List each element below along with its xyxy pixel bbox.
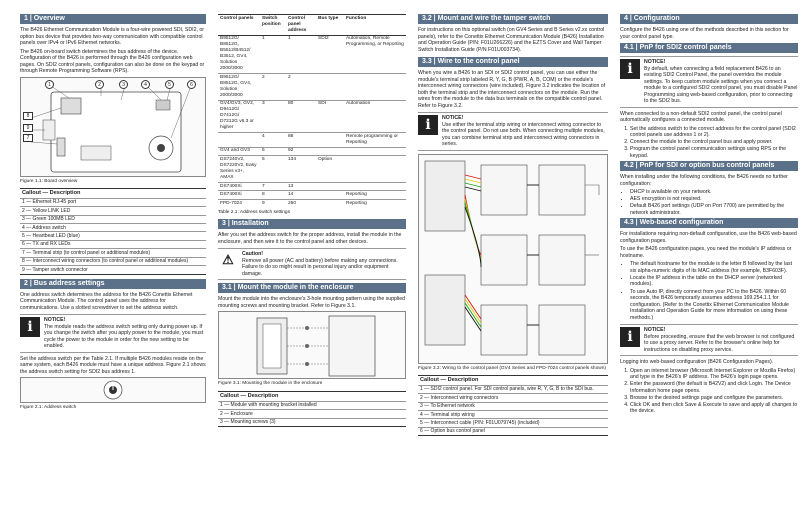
callout-row: 4 — Address switch [20, 223, 206, 231]
overview-text: The B426 Ethernet Communication Module is a four-wire powered SDI, SDI2, or option bus device that provides two-way communication with compatible control panels over IPv4 or IPv6 Ethernet networks. [20, 27, 204, 46]
table-cell: GV4 and GV3 [218, 147, 260, 156]
list-item: • The default hostname for the module is the letter B followed by the last six alpha-numeric digits of its MAC address (for example, B3F603F). [630, 261, 798, 274]
table-cell: 4 [260, 133, 286, 148]
callout-row: 6 — Option bus control panel [418, 427, 608, 435]
column-2 [218, 14, 406, 431]
table-cell: 80 [286, 100, 316, 133]
table-cell: DS7400Xi [218, 191, 260, 200]
callout-table-1 [20, 188, 206, 274]
table-cell: 250 [286, 199, 316, 207]
table-header: Function [344, 15, 406, 36]
table-row [218, 182, 406, 191]
callout-4-marker: 4 [141, 80, 150, 89]
table-header: Bus type [316, 15, 344, 36]
warning-icon: ⚠ [218, 251, 238, 271]
callout-row: 1 — SDI2 control panel. For SDI control panels, wire R, Y, G, B to the SDI bus. [418, 385, 608, 393]
web-config-text: For installations requiring non-default configuration, use the B426 web-based configuration pages. [620, 231, 797, 244]
table-row [218, 35, 406, 74]
callout-header: Callout — Description [218, 392, 406, 401]
notice-box [20, 314, 206, 353]
bus-address-text: One address switch determines the address for the B426 Conettix Ethernet Communication Module. The control panel uses the address for communications. Use a slotted screwdriver to set the address switch. [20, 291, 193, 311]
table-cell [316, 74, 344, 101]
callout-row: 3 — To Ethernet network [418, 402, 608, 410]
figure-1-caption: Figure 1.1: Board overview [20, 178, 78, 184]
list-item: • To use Auto IP, directly connect from your PC to the B426. Within 60 seconds, the B426 temporarily assumes address 169.254.1.1 for configuration. (Refer to the Conettix Ethernet Communication Module Installation and Operation Guide for more information on using these methods.) [630, 289, 798, 322]
mounting-diagram [219, 312, 405, 378]
callout-row: 2 — Enclosure [218, 410, 406, 418]
mounting-figure [218, 311, 406, 379]
table-cell: 92 [286, 147, 316, 156]
callout-table-2 [218, 391, 406, 426]
table-header: Control panels [218, 15, 260, 36]
callout-header: Callout — Description [20, 189, 206, 198]
web-config-text-2: To use the B426 configuration pages, you need the module's IP address or hostname. [620, 246, 792, 259]
mount-heading: 3.1 | Mount the module in the enclosure [218, 283, 406, 293]
table-cell [316, 182, 344, 191]
table-cell [344, 156, 406, 183]
list-item: 2. Connect the module to the control panel bus and apply power. [630, 139, 798, 146]
table-cell: DS7400Xi [218, 182, 260, 191]
table-cell: FPD-7024 [218, 199, 260, 207]
notice-box [418, 112, 608, 151]
table-row [218, 74, 406, 101]
table-cell: Automation [344, 100, 406, 133]
pnp-sdi2-heading: 4.1 | PnP for SDI2 control panels [620, 43, 798, 53]
caution-title: Caution! [242, 251, 264, 258]
pnp-sdi2-text: When connected to a non-default SDI2 control panel, the control panel automatically configures a connected module. [620, 110, 782, 123]
pnp-sdi-heading: 4.2 | PnP for SDI or option bus control panels [620, 161, 798, 171]
wire-heading: 3.3 | Wire to the control panel [418, 57, 608, 67]
list-item: • AES encryption is not required. [630, 196, 798, 203]
table-cell: 8 [260, 191, 286, 200]
notice-text: Use either the terminal strip wiring or interconnect wiring connector to the control panel. Do not use both. When connecting multiple modules, you can combine terminal strip and interconnect wiring connectors in series. [442, 121, 605, 147]
table-cell: 14 [286, 191, 316, 200]
table-cell: 7 [260, 182, 286, 191]
table-cell: Option [316, 156, 344, 183]
table-cell: B9512G/ B8512G, GV4, Solution 2000/3000 [218, 74, 260, 101]
table-cell [344, 74, 406, 101]
caution-text: Remove all power (AC and battery) before making any connections. Failure to do so might result in personal injury and/or equipment damage. [242, 257, 398, 277]
callout-table-3 [418, 375, 608, 436]
list-item: 3. Program the control panel communication settings using RPS or the keypad. [630, 146, 798, 159]
notice-title: NOTICE! [44, 317, 66, 324]
pnp-sdi2-steps [620, 126, 798, 160]
table-row [218, 199, 406, 207]
mount-text: Mount the module into the enclosure's 3-hole mounting pattern using the supplied mounting screws and mounting bracket. Refer to Figure 3.1. [218, 296, 405, 309]
configuration-heading: 4 | Configuration [620, 14, 798, 24]
table-cell: 2 [286, 74, 316, 101]
callout-row: 5 — Interconnect cable (P/N: F01U079745) (included) [418, 419, 608, 427]
table-cell: SDI2 [316, 35, 344, 74]
list-item: 1. Set the address switch to the correct address for the control panel (SDI2 control panels use address 1 or 2). [630, 126, 798, 139]
table-cell: 1 [286, 35, 316, 74]
board-overview-figure [20, 77, 206, 177]
callout-header: Callout — Description [418, 376, 608, 385]
caution-box [218, 248, 406, 280]
wire-text: When you wire a B426 to an SDI or SDI2 control panel, you can use either the module's terminal strip labeled R, Y, G, B (PWR, A, B, COM) or the module's interconnect wiring connectors (wire included). Figure 3.2 indicates the location of both the terminal strip and the interconnect connectors on the module. Run the wires from the module to the data bus terminals on the compatible control panel. Refer to Figure 3.2. [418, 70, 606, 109]
list-item: • Locate the IP address in the table on the DHCP server (networked modules). [630, 275, 798, 288]
info-icon: i [620, 327, 640, 347]
address-switch-diagram [21, 378, 205, 402]
table-cell: Automation, Remote Programming, or Reporting [344, 35, 406, 74]
callout-row: 4 — Terminal strip wiring [418, 410, 608, 418]
column-4 [620, 14, 798, 417]
overview-text-2: The B426 on-board switch determines the bus address of the device. Configuration of the B426 is performed through the B426 configuration web pages. On SDI2 control panels, configuration can also be done on the keypad or through Remote Programming Software (RPS). [20, 48, 205, 74]
tamper-heading: 3.2 | Mount and wire the tamper switch [418, 14, 608, 24]
notice-title: NOTICE! [442, 115, 464, 121]
callout-row: 9 — Tamper switch connector [20, 266, 206, 274]
table-cell: 6 [260, 156, 286, 183]
table-cell: 3 [260, 100, 286, 133]
notice-title: NOTICE! [644, 327, 666, 334]
table-cell: SDI [316, 100, 344, 133]
list-item: 3. Browse to the desired settings page and configure the parameters. [630, 395, 798, 402]
board-diagram [21, 78, 205, 176]
info-icon: i [620, 59, 640, 79]
address-settings-table [218, 14, 406, 208]
table-cell: Reporting [344, 199, 406, 207]
table-cell: B9512G/ B8512G, B5512/B4512/ B3512, GV4, Solution 2000/3000 [218, 35, 260, 74]
table-cell: GV4/GV3, GV2, D9412G/ D7412G/ D7212G v6.3 or higher [218, 100, 260, 133]
list-item: • Default B426 port settings (UDP on Port 7700) are permitted by the network administrator. [630, 203, 798, 216]
wiring-diagram [419, 155, 607, 363]
overview-heading: 1 | Overview [20, 14, 206, 24]
table-cell: 13 [286, 182, 316, 191]
notice-text: By default, when connecting a field replacement B426 to an existing SDI2 Control Panel, the panel overrides the module settings. To keep custom module settings when you connect a module to a configured SDI2 control panel, you must disable Panel Programming using web-based configuration, prior to connecting to the SDI2 bus. [644, 65, 798, 104]
callout-3-marker: 3 [119, 80, 128, 89]
callout-2-marker: 2 [95, 80, 104, 89]
table-row [218, 156, 406, 183]
login-steps [620, 368, 798, 415]
notice-box [620, 56, 798, 108]
callout-row: 3 — Green 100MB LED [20, 215, 206, 223]
table-cell: Reporting [344, 191, 406, 200]
callout-row: 1 — Ethernet RJ-45 port [20, 198, 206, 206]
figure-2-caption: Figure 2.1: Address switch [20, 405, 77, 411]
figure-3-2-caption: Figure 3.2: Wiring to the control panel (GV4 Series and FPD-7024 control panels shown) [418, 365, 606, 371]
notice-title: NOTICE! [644, 59, 666, 65]
callout-9-marker: 9 [23, 124, 33, 132]
notice-box [620, 324, 798, 356]
table-header: Control panel address [286, 15, 316, 36]
table-cell [218, 133, 260, 148]
table-cell: 9 [260, 199, 286, 207]
list-item: 1. Open an internet browser (Microsoft Internet Explorer or Mozilla Firefox) and type in the B426's IP address. The B426's login page opens. [630, 368, 798, 381]
table-row [218, 100, 406, 133]
callout-row: 7 — Terminal strip (to control panel or additional modules) [20, 249, 206, 257]
table-header: Switch position [260, 15, 286, 36]
table-cell: 88 [286, 133, 316, 148]
web-config-heading: 4.3 | Web-based configuration [620, 218, 798, 228]
bus-address-heading: 2 | Bus address settings [20, 279, 206, 289]
configuration-text: Configure the B426 using one of the methods described in this section for your control panel type. [620, 27, 789, 40]
column-3 [418, 14, 608, 440]
address-switch-figure [20, 377, 206, 403]
table-cell [316, 133, 344, 148]
table-cell: Remote programming or Reporting [344, 133, 406, 148]
list-item: 4. Click OK and then click Save & Execute to save and apply all changes to the device. [630, 402, 798, 415]
info-icon: i [20, 317, 40, 337]
pnp-sdi-list [620, 189, 798, 216]
callout-1-marker: 1 [45, 80, 54, 89]
list-item: • DHCP is available on your network. [630, 189, 798, 196]
callout-row: 2 — Interconnect wiring connectors [418, 394, 608, 402]
table-row [218, 191, 406, 200]
table-row [218, 133, 406, 148]
wiring-figure [418, 154, 608, 364]
callout-row: 1 — Module with mounting bracket installed [218, 401, 406, 409]
table-cell [316, 191, 344, 200]
callout-7-marker: 7 [23, 134, 33, 142]
web-config-list [620, 261, 798, 321]
callout-6-marker: 6 [187, 80, 196, 89]
table-cell [344, 147, 406, 156]
callout-row: 6 — TX and RX LEDs [20, 240, 206, 248]
table-cell [316, 199, 344, 207]
notice-text: The module reads the address switch setting only during power up. If you change the switch after you apply power to the module, you must cycle the power to the module in order for the new setting to be enabled. [44, 323, 204, 350]
callout-row: 5 — Heartbeat LED (blue) [20, 232, 206, 240]
table-cell: 5 [260, 147, 286, 156]
table-cell: 134 [286, 156, 316, 183]
table-cell [344, 182, 406, 191]
figure-3-caption: Figure 3.1: Mounting the module in the enclosure [218, 381, 323, 387]
info-icon: i [418, 115, 438, 135]
bus-address-text-2: Set the address switch per the Table 2.1. If multiple B426 modules reside on the same system, each B426 module must have a unique address. Figure 2.1 shows the address switch setting for SDI2 bus address 1. [20, 355, 206, 375]
table-cell: DS7240V2, DS7220V2, Easy Series v3+, AMAX [218, 156, 260, 183]
table-cell: 1 [260, 35, 286, 74]
installation-text: After you set the address switch for the proper address, install the module in the enclosure, and then wire it to the control panel and other devices. [218, 232, 402, 245]
notice-text: Before proceeding, ensure that the web browser is not configured to use a proxy server. Refer to the browser's online help for instructions on disabling proxy service. [644, 333, 795, 353]
list-item: 2. Enter the password (the default is B42V2) and click Login. The Device Information home page opens. [630, 381, 798, 394]
callout-8-marker: 8 [23, 112, 33, 120]
login-text: Logging into web-based configuration (B426 Configuration Pages). [620, 359, 774, 366]
installation-heading: 3 | Installation [218, 219, 406, 229]
table-cell: 2 [260, 74, 286, 101]
table-caption: Table 2.1: Address switch settings [218, 209, 290, 215]
callout-row: 2 — Yellow LINK LED [20, 207, 206, 215]
callout-row: 8 — Interconnect wiring connectors (to control panel or additional modules) [20, 257, 206, 265]
table-row [218, 147, 406, 156]
pnp-sdi-text: When installing under the following conditions, the B426 needs no further configuration: [620, 174, 788, 187]
callout-5-marker: 5 [165, 80, 174, 89]
tamper-text: For instructions on this optional switch (on GV4 Series and B Series v2.xx control panels), refer to the Conettix Ethernet Communication Module (B426) Installation and Operation Guide (P/N: F01U266226) and the EZTS Cover and Wall Tamper Switch Installation Guide (P/N F01U003734). [418, 27, 605, 53]
table-cell [316, 147, 344, 156]
callout-row: 3 — Mounting screws (3) [218, 418, 406, 426]
column-1 [20, 14, 206, 415]
